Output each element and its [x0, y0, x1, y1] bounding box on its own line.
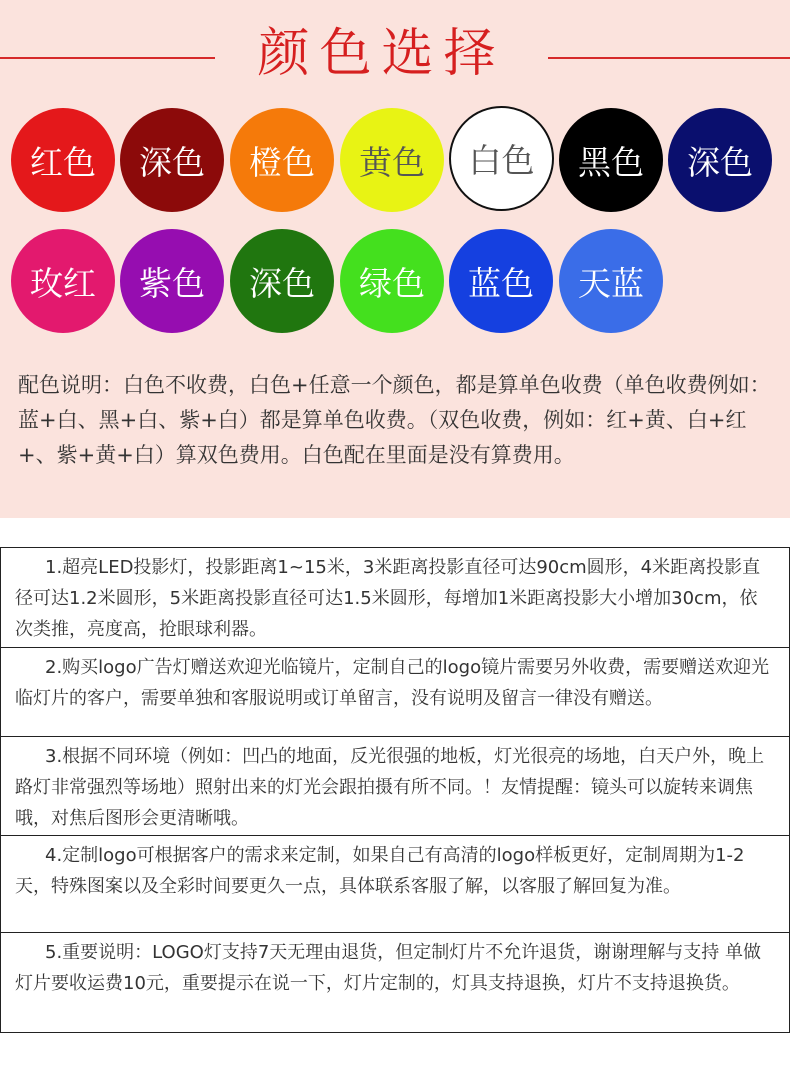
swatch-label: 橙色	[249, 142, 315, 182]
color-swatch-purple[interactable]	[120, 229, 224, 333]
color-swatch-orange[interactable]	[230, 108, 334, 212]
table-row: 2.购买logo广告灯赠送欢迎光临镜片，定制自己的logo镜片需要另外收费，需要赠送欢迎光临灯片的客户，需要单独和客服说明或订单留言，没有说明及留言一律没有赠送。	[1, 648, 789, 737]
color-swatch-navy[interactable]	[668, 108, 772, 212]
swatch-label: 绿色	[359, 263, 425, 303]
color-swatch-red[interactable]	[11, 108, 115, 212]
product-notes-table	[0, 547, 790, 1033]
swatch-label: 玫红	[30, 263, 96, 303]
color-swatch-dark-red[interactable]	[120, 108, 224, 212]
title-divider-right	[548, 57, 790, 59]
color-selection-panel	[0, 0, 790, 518]
color-swatch-blue[interactable]	[449, 229, 553, 333]
swatch-label: 深色	[139, 142, 205, 182]
table-row: 4.定制logo可根据客户的需求来定制，如果自己有高清的logo样板更好，定制周期为1-2天，特殊图案以及全彩时间要更久一点，具体联系客服了解，以客服了解回复为准。	[1, 836, 789, 933]
color-swatch-rose[interactable]	[11, 229, 115, 333]
color-swatch-black[interactable]	[559, 108, 663, 212]
swatch-label: 白色	[468, 141, 535, 180]
table-row: 5.重要说明：LOGO灯支持7天无理由退货，但定制灯片不允许退货，谢谢理解与支持 单做灯片要收运费10元，重要提示在说一下，灯片定制的，灯具支持退换，灯片不支持退换货。	[1, 933, 789, 1033]
swatch-label: 天蓝	[578, 263, 644, 303]
table-row: 3.根据不同环境（例如：凹凸的地面，反光很强的地板，灯光很亮的场地，白天户外，晚上路灯非常强烈等场地）照射出来的灯光会跟拍摄有所不同。！友情提醒：镜头可以旋转来调焦哦，对焦后图形会更清晰哦。	[1, 737, 789, 836]
color-swatch-sky-blue[interactable]	[559, 229, 663, 333]
page-title: 颜色选择	[257, 24, 506, 84]
swatch-label: 黑色	[578, 142, 644, 182]
swatch-label: 红色	[30, 142, 96, 182]
color-swatch-green[interactable]	[340, 229, 444, 333]
table-row: 1.超亮LED投影灯，投影距离1~15米，3米距离投影直径可达90cm圆形，4米距离投影直径可达1.2米圆形，5米距离投影直径可达1.5米圆形，每增加1米距离投影大小增加30cm，依次类推，亮度高，抢眼球利器。	[1, 548, 789, 648]
color-swatch-white[interactable]	[449, 106, 554, 211]
color-swatch-yellow[interactable]	[340, 108, 444, 212]
swatch-label: 紫色	[139, 263, 205, 303]
swatch-label: 蓝色	[468, 263, 534, 303]
title-divider-left	[0, 57, 215, 59]
swatch-label: 黄色	[359, 142, 425, 182]
color-swatch-dark-green[interactable]	[230, 229, 334, 333]
swatch-label: 深色	[687, 142, 753, 182]
swatch-label: 深色	[249, 263, 315, 303]
color-pricing-note: 配色说明：白色不收费，白色+任意一个颜色，都是算单色收费（单色收费例如：蓝+白、黑+白、紫+白）都是算单色收费。（双色收费，例如：红+黄、白+红+、紫+黄+白）算双色费用。白色配在里面是没有算费用。	[18, 373, 771, 467]
